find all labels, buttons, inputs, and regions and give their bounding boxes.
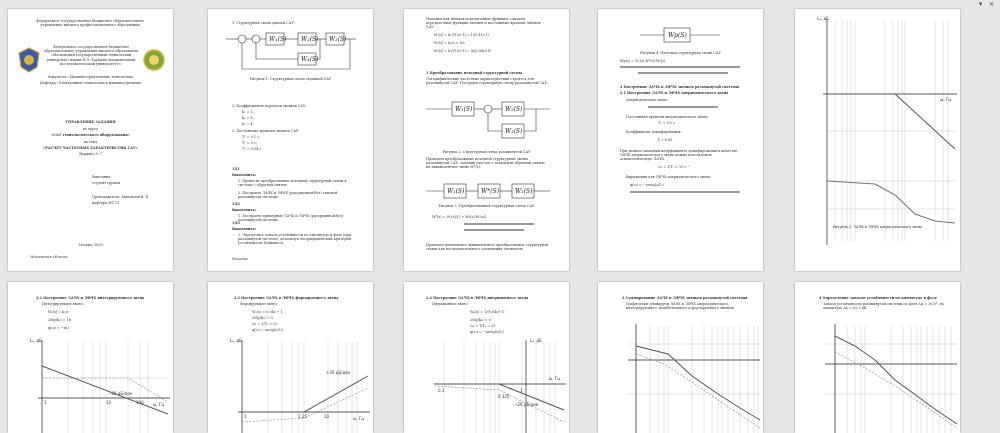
section-2-heading: 2 Построение ЛАЧХ и ЛФЧХ звеньев разомкнутой системы [620, 85, 740, 89]
svg-text:W₃(S): W₃(S) [515, 188, 533, 195]
svg-text:W₂(S): W₂(S) [505, 106, 523, 113]
svg-text:W₁(S): W₁(S) [447, 188, 465, 195]
viewer-toolbar [0, 0, 1000, 9]
tick-label: 0,1 [438, 388, 445, 393]
svg-text:W₂(S): W₂(S) [301, 36, 319, 43]
page-10-stability[interactable] [795, 282, 960, 433]
task-label-zd3: ЗД3 [232, 221, 240, 225]
item-time-constants: 3. Постоянные времени звеньев САУ: [232, 129, 300, 133]
time-t3: T³ = 0,04 с. [242, 147, 263, 151]
intro-text: Находим для звеньев передаточные функции, считаем передаточные функции звеньев и постоянные времени звеньев САУ: [426, 17, 541, 30]
page-6-integrating[interactable] [8, 282, 173, 433]
section-23-heading: 2.3 Построение ЛАЧХ и ЛФЧХ форсирующего звена [234, 296, 339, 300]
slope-label: −20 дБ/дек [108, 391, 133, 396]
y-axis-label: Lₐ, дБ [30, 338, 42, 343]
figure-caption-4: Рисунок 4. Итоговая структурная схема САУ [640, 51, 721, 55]
equation-damping: ξ = 0,65 [658, 138, 673, 142]
equation-gain: 20lg(k₃) = 0 [252, 316, 273, 320]
item-structure: 1. Структурная схема данной САУ: [232, 21, 295, 25]
student-label: студент группы [92, 181, 121, 185]
y-axis-label: Lₐ, дБ [230, 338, 242, 343]
x-axis-label: ω, Гц [153, 402, 165, 407]
forcing-bode-chart [208, 338, 373, 433]
asymptotic-text: При данном значении коэффициента демпфирования в качестве ЛАЧХ апериодического звена можно использовать асимптотическую ЛАЧХ. [620, 149, 738, 162]
university-emblem-right [143, 49, 165, 71]
page-footer: Решение [232, 257, 248, 261]
todo-label-3: Выполнить: [232, 227, 257, 231]
damping-text: Коэффициент демпфирования: [626, 130, 682, 134]
summation-text: Графически суммируем ЛАЧХ и ЛФЧХ апериодического, интегрирующего, колебательного и форсирующего звеньев: [626, 302, 735, 311]
coef-k1: k₁ = 1; [242, 110, 254, 114]
figure-caption-5: Рисунок 5. ЛАЧХ и ЛФЧХ апериодического звена [832, 225, 923, 229]
svg-text:Wр(S): Wр(S) [668, 32, 687, 39]
task-step-4: 1. Определить запасы устойчивости по амплитуде и фазе (при разомкнутой системе), используя логарифмический критерий устойчивости Найквиста. [238, 233, 352, 246]
equation-w2: W₂(s) = k₂/s = 8/s [434, 41, 465, 45]
equation-phase: φ(ω) = −arctg(ωT₄) [470, 330, 504, 334]
teacher-label: Преподаватель: Михайлов В. П. [92, 195, 150, 199]
equation-placeholder [630, 191, 740, 193]
forcing-text: Форсирующее звено: [240, 302, 278, 306]
phase-text: Выражения для ЛФЧХ апериодического звена: [626, 175, 711, 179]
svg-text:W₁(S): W₁(S) [455, 106, 473, 113]
ministry-text: Федеральное государственное бюджетное образовательное учреждение высшего профессионального образования [36, 19, 144, 28]
figure-caption-3: Рисунок 3. Преобразованная структурная схема САУ [438, 204, 535, 208]
structure-diagram-4 [640, 25, 720, 45]
task-step-1: 1. Провести преобразование исходной структурной схемы к системе с обратной связью. [238, 179, 347, 188]
integrating-bode-chart [8, 338, 173, 433]
y-axis-label: Lₐ, дБ [530, 338, 542, 343]
equation-corner: ω₃ = 1/T₃ = 25 [252, 322, 278, 326]
chair-label: кафедра МТ-11 [92, 201, 120, 205]
section-24-heading: 2.4 Построение ЛАЧХ и ЛФЧХ инерционного звена [426, 296, 529, 300]
equation-w1: W₁(s) = k₁/(T₁s+1) = 1/(0,1s+1) [434, 33, 489, 37]
equation-time-constant: T₁ = 0,1 с [658, 121, 675, 125]
svg-text:W₄(S): W₄(S) [301, 56, 319, 63]
x-axis-label: ω, Гц [549, 376, 561, 381]
equation-w3: W₃(s) = 0,04s + 1 [252, 310, 283, 314]
time-constant-text: Постоянная времени апериодического звена: [626, 115, 709, 119]
equation-corner: ω₄ = 1/T₄ = 25 [470, 324, 496, 328]
page-2-task[interactable] [208, 9, 373, 271]
aperiodic-text: Апериодическое звено: [626, 98, 669, 102]
page-4-lachh[interactable] [598, 9, 763, 271]
equation-w4: W₄(s) = 1/(0,04s+1) [470, 310, 505, 314]
svg-text:W*(S): W*(S) [481, 188, 499, 195]
equation-placeholder [638, 72, 728, 74]
section-22-heading: 2.2 Построение ЛАЧХ и ЛФЧХ интегрирующего звена [36, 296, 145, 300]
performed-label: Выполнил: [92, 175, 112, 179]
task-step-2: 2. Построить ЛАЧХ и ЛФЧХ (разорванной/без) типовой разомкнутой системы. [238, 191, 338, 200]
tick-label: 0,125 [498, 394, 510, 399]
x-axis-label: ω, Гц [353, 416, 365, 421]
slope-label: +20 дБ/дек [326, 370, 351, 375]
todo-label-2: Выполнить: [232, 208, 257, 212]
equation-placeholder [620, 66, 740, 68]
equation-w3: W₃(s) = k₃/(T₃s+1) = 4/(0,04s+1) [434, 49, 492, 53]
tick-label: 1 [244, 414, 247, 419]
series-text: Проведем дальнейшее эквивалентное преобразование структурной схемы для последовательного соединения элементов: [426, 243, 549, 252]
tick-label: 1 [520, 388, 523, 393]
equation-w2: W₂(s) = k₂/s [48, 310, 69, 314]
variant-number: Вариант № 7 [79, 152, 102, 156]
course-prefix: по курсу [82, 127, 99, 131]
theme-prefix: на тему [83, 140, 98, 144]
city-year: Москва, 2020 [78, 243, 103, 247]
figure-caption-2: Рисунок 2. Структурная схема разомкнутой САУ [442, 150, 531, 154]
figure-caption-1: Рисунок 1. Структурная схема заданной САУ [249, 77, 332, 81]
tick-label: 10 [106, 400, 112, 405]
chevron-down-icon[interactable]: ▾ [978, 0, 983, 8]
equation-placeholder [464, 223, 534, 225]
inertial-bode-chart [404, 338, 569, 433]
coef-k2: k₂ = 8; [242, 116, 254, 120]
coef-k3: k₃ = 4. [242, 122, 254, 126]
structure-diagram-1 [226, 27, 356, 71]
page-footer: Московская область [30, 255, 68, 259]
tick-label: 10 [324, 414, 330, 419]
inertial-text: Инерционное звено: [432, 302, 469, 306]
time-t2: T² = 0 с; [242, 141, 257, 145]
equation-corner-frequency: ω₁ = 1/T₁ = 10 c⁻¹ [658, 165, 690, 169]
task-label-zd1: ЗД1 [232, 167, 240, 171]
equation-phase: φ(ω) = arctg(ωT₃) [252, 328, 283, 332]
stability-bode-chart [795, 324, 960, 433]
faculty-text: Факультет «Машиностроительные технологии» [48, 75, 134, 79]
page-3-transform[interactable] [404, 9, 569, 271]
aperiodic-bode-chart [795, 9, 960, 271]
equation-gain: 20lg(k₄) = 0 [470, 318, 491, 322]
task-label-zd2: ЗД2 [232, 202, 240, 206]
equation-phase: φ(ω) = −arctg(ωT₁) [630, 183, 664, 187]
section-3-heading: 3 Суммирование ЛАЧХ и ЛФЧХ звеньев разомкнутой системы [622, 296, 748, 300]
x-axis-label: ω, Гц [940, 97, 952, 102]
university-emblem-left [18, 47, 40, 73]
page-7-forcing[interactable] [208, 282, 373, 433]
task-title: УПРАВЛЕНИЕ ЗАДАНИЯ [65, 120, 116, 124]
time-t1: T¹ = 0,1 с; [242, 135, 261, 139]
svg-text:W₁(S): W₁(S) [269, 36, 287, 43]
equation-placeholder [648, 106, 718, 108]
section-4-heading: 4 Определение запасов устойчивости по амплитуде и фазе [819, 296, 937, 300]
y-axis-label: Lₐ, дБ [817, 16, 829, 21]
tick-label: 1 [44, 400, 47, 405]
page-1-title-page[interactable] [8, 9, 173, 271]
structure-diagram-3 [426, 181, 550, 201]
integrating-text: Интегрирующее звено: [42, 302, 84, 306]
page-8-inertial[interactable] [404, 282, 569, 433]
theme-name: «РАСЧЕТ ЧАСТОТНЫХ ХАРАКТЕРИСТИК САУ» [43, 146, 138, 150]
section-1-text: Логарифмические частотные характеристики строятся для разомкнутой САУ. Построим структурную схему разомкнутой САУ: [426, 77, 549, 86]
tick-label: 100 [136, 400, 144, 405]
transform-text: Проведем преобразование исходной структурной схемы разомкнутой САУ, заменив участок с локальной обратной связью на эквивалентное звено W*(s): [426, 157, 545, 170]
page-9-summation[interactable] [598, 282, 763, 433]
department-text: Кафедра «Электронные технологии в машиностроении» [40, 81, 142, 85]
equation-total: Wр(s) = W₁(s)·W*(s)·W₃(s) [620, 59, 666, 63]
equation-phase: φ(ω) = −π/2 [48, 326, 70, 330]
agency-text: Федеральное государственное бюджетное образовательное учреждение высшего образования «Московский государственный технический университет имени Н.Э. Баумана (национальный исследовательский университет)» [44, 45, 138, 66]
structure-diagram-2 [426, 97, 550, 141]
course-name: «САУ технологического оборудования» [51, 133, 130, 137]
equation-w-star: W*(s) = W₂(s)/(1 + W₂(s)·W₃(s)) [432, 215, 487, 219]
tick-label: 1,25 [298, 414, 307, 419]
slope-label: −20 дБ/дек [514, 402, 539, 407]
todo-label-1: Выполнить: [232, 173, 257, 177]
item-coefficients: 2. Коэффициенты передачи звеньев САУ: [232, 104, 307, 108]
section-21-heading: 2.1 Построение ЛАЧХ и ЛФЧХ апериодического звена [620, 91, 729, 95]
summation-bode-chart [598, 324, 763, 433]
close-icon[interactable]: × [988, 0, 995, 8]
svg-text:W₃(S): W₃(S) [505, 128, 523, 135]
equation-gain: 20lg(k₂) = 18 [48, 318, 71, 322]
stability-text: Запасы устойчивости разомкнутой системы по фазе Δφ = 36,5°, по амплитуде ΔL = 62,3 дБ. [823, 302, 944, 311]
task-step-3: 1. Построить примерные ЛАЧХ и ЛФЧХ (разорванной/без) разомкнутой системы. [238, 214, 344, 223]
page-5-chart[interactable] [795, 9, 960, 271]
equation-placeholder [464, 229, 524, 231]
svg-text:W₃(S): W₃(S) [329, 36, 347, 43]
section-1-heading: 1 Преобразование исходной структурной схемы [426, 71, 523, 75]
